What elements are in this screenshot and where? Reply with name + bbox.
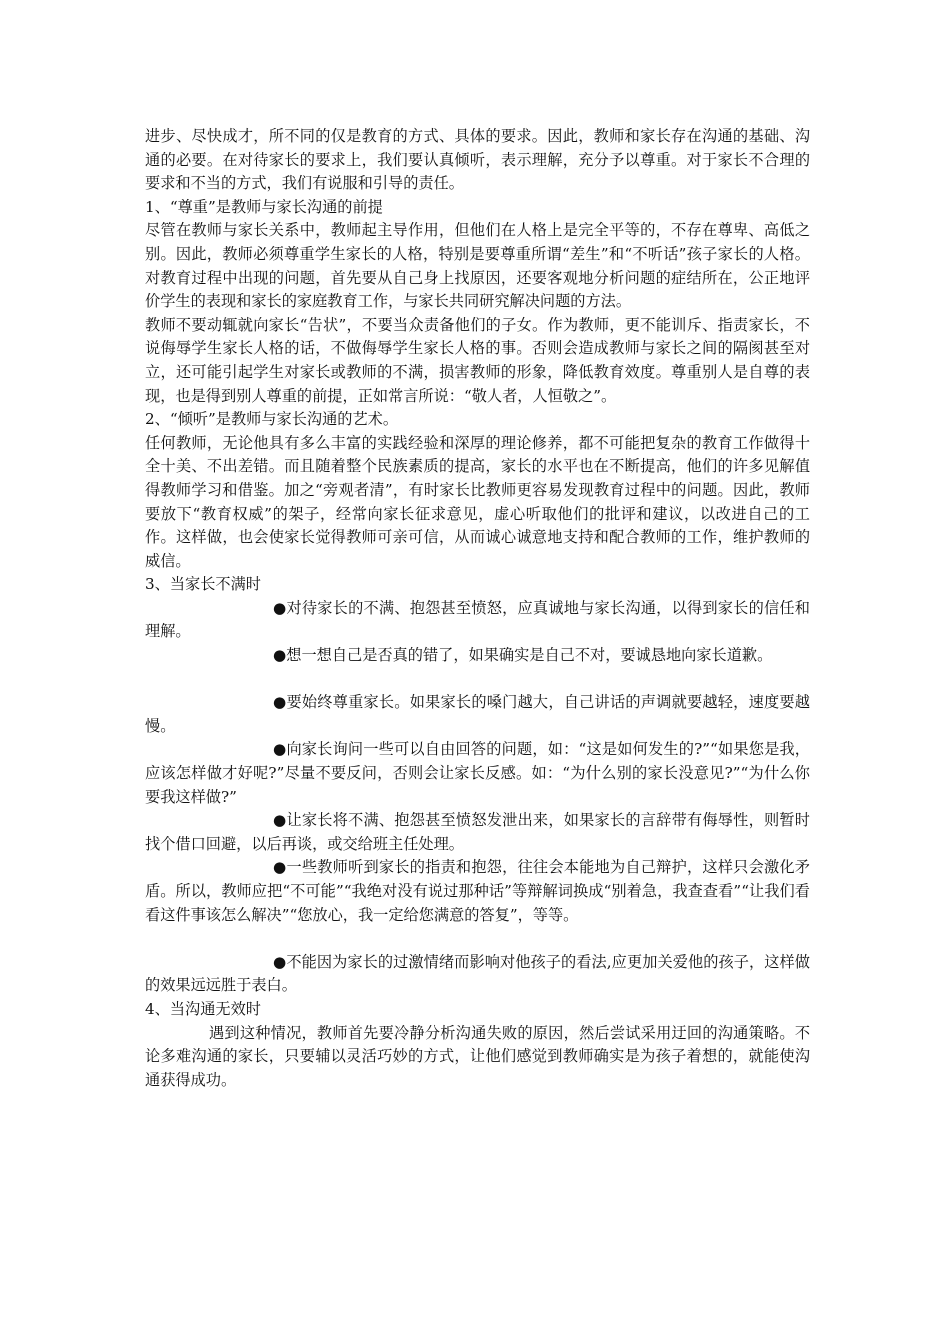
blank-line: [145, 668, 810, 692]
section-2-heading: 2、“倾听”是教师与家长沟通的艺术。: [145, 410, 399, 429]
bullet-item-3: ●要始终尊重家长。如果家长的嗓门越大，自己讲话的声调就要越轻，速度要越慢。: [145, 693, 810, 735]
bullet-item-2: ●想一想自己是否真的错了，如果确实是自己不对，要诚恳地向家长道歉。: [273, 646, 773, 665]
section-2-paragraph-1: 任何教师，无论他具有多么丰富的实践经验和深厚的理论修养，都不可能把复杂的教育工作做得十全十美、不出差错。而且随着整个民族素质的提高，家长的水平也在不断提高，他们的许多见解值得教师学习和借鉴。加之“旁观者清”，有时家长比教师更容易发现教育过程中的问题。因此，教师要放下“教育权威”的架子，经常向家长征求意见，虚心听取他们的批评和建议，以改进自己的工作。这样做，也会使家长觉得教师可亲可信，从而诚心诚意地支持和配合教师的工作，维护教师的威信。: [145, 433, 810, 570]
section-4-paragraph-1: 遇到这种情况，教师首先要冷静分析沟通失败的原因，然后尝试采用迂回的沟通策略。不论多难沟通的家长，只要辅以灵活巧妙的方式，让他们感觉到教师确实是为孩子着想的，就能使沟通获得成功。: [145, 1023, 810, 1089]
section-1-paragraph-2: 教师不要动辄就向家长“告状”，不要当众责备他们的子女。作为教师，更不能训斥、指责家长，不说侮辱学生家长人格的话，不做侮辱学生家长人格的事。否则会造成教师与家长之间的隔阂甚至对立，还可能引起学生对家长或教师的不满，损害教师的形象，降低教育效度。尊重别人是自尊的表现，也是得到别人尊重的前提，正如常言所说：“敬人者，人恒敬之”。: [145, 315, 810, 405]
bullet-item-1: ●对待家长的不满、抱怨甚至愤怒，应真诚地与家长沟通，以得到家长的信任和理解。: [145, 598, 810, 641]
bullet-item-6: ●一些教师听到家长的指责和抱怨，往往会本能地为自己辩护，这样只会激化矛盾。所以，教师应把“不可能”“我绝对没有说过那种话”等辩解词换成“别着急，我查查看”“让我们看看这件事该怎么解决”“您放心，我一定给您满意的答复”，等等。: [145, 858, 810, 924]
section-1-paragraph-1: 尽管在教师与家长关系中，教师起主导作用，但他们在人格上是完全平等的，不存在尊卑、高低之别。因此，教师必须尊重学生家长的人格，特别是要尊重所谓“差生”和“不听话”孩子家长的人格。对教育过程中出现的问题，首先要从自己身上找原因，还要客观地分析问题的症结所在，公正地评价学生的表现和家长的家庭教育工作，与家长共同研究解决问题的方法。: [145, 221, 810, 311]
document-page: [145, 125, 810, 1092]
section-4-heading: 4、当沟通无效时: [145, 999, 261, 1018]
section-1-heading: 1、“尊重”是教师与家长沟通的前提: [145, 197, 383, 216]
bullet-item-4: ●向家长询问一些可以自由回答的问题，如：“这是如何发生的?”“如果您是我，应该怎样做才好呢?”尽量不要反问，否则会让家长反感。如：“为什么别的家长没意见?”“为什么你要我这样做?”: [145, 740, 810, 806]
blank-line: [145, 927, 810, 951]
section-3-heading: 3、当家长不满时: [145, 575, 261, 594]
bullet-item-5: ●让家长将不满、抱怨甚至愤怒发泄出来，如果家长的言辞带有侮辱性，则暂时找个借口回避，以后再谈，或交给班主任处理。: [145, 811, 810, 853]
bullet-item-7: ●不能因为家长的过激情绪而影响对他孩子的看法,应更加关爱他的孩子，这样做的效果远远胜于表白。: [145, 952, 810, 995]
intro-paragraph: 进步、尽快成才，所不同的仅是教育的方式、具体的要求。因此，教师和家长存在沟通的基础、沟通的必要。在对待家长的要求上，我们要认真倾听，表示理解，充分予以尊重。对于家长不合理的要求和不当的方式，我们有说服和引导的责任。: [145, 127, 810, 193]
